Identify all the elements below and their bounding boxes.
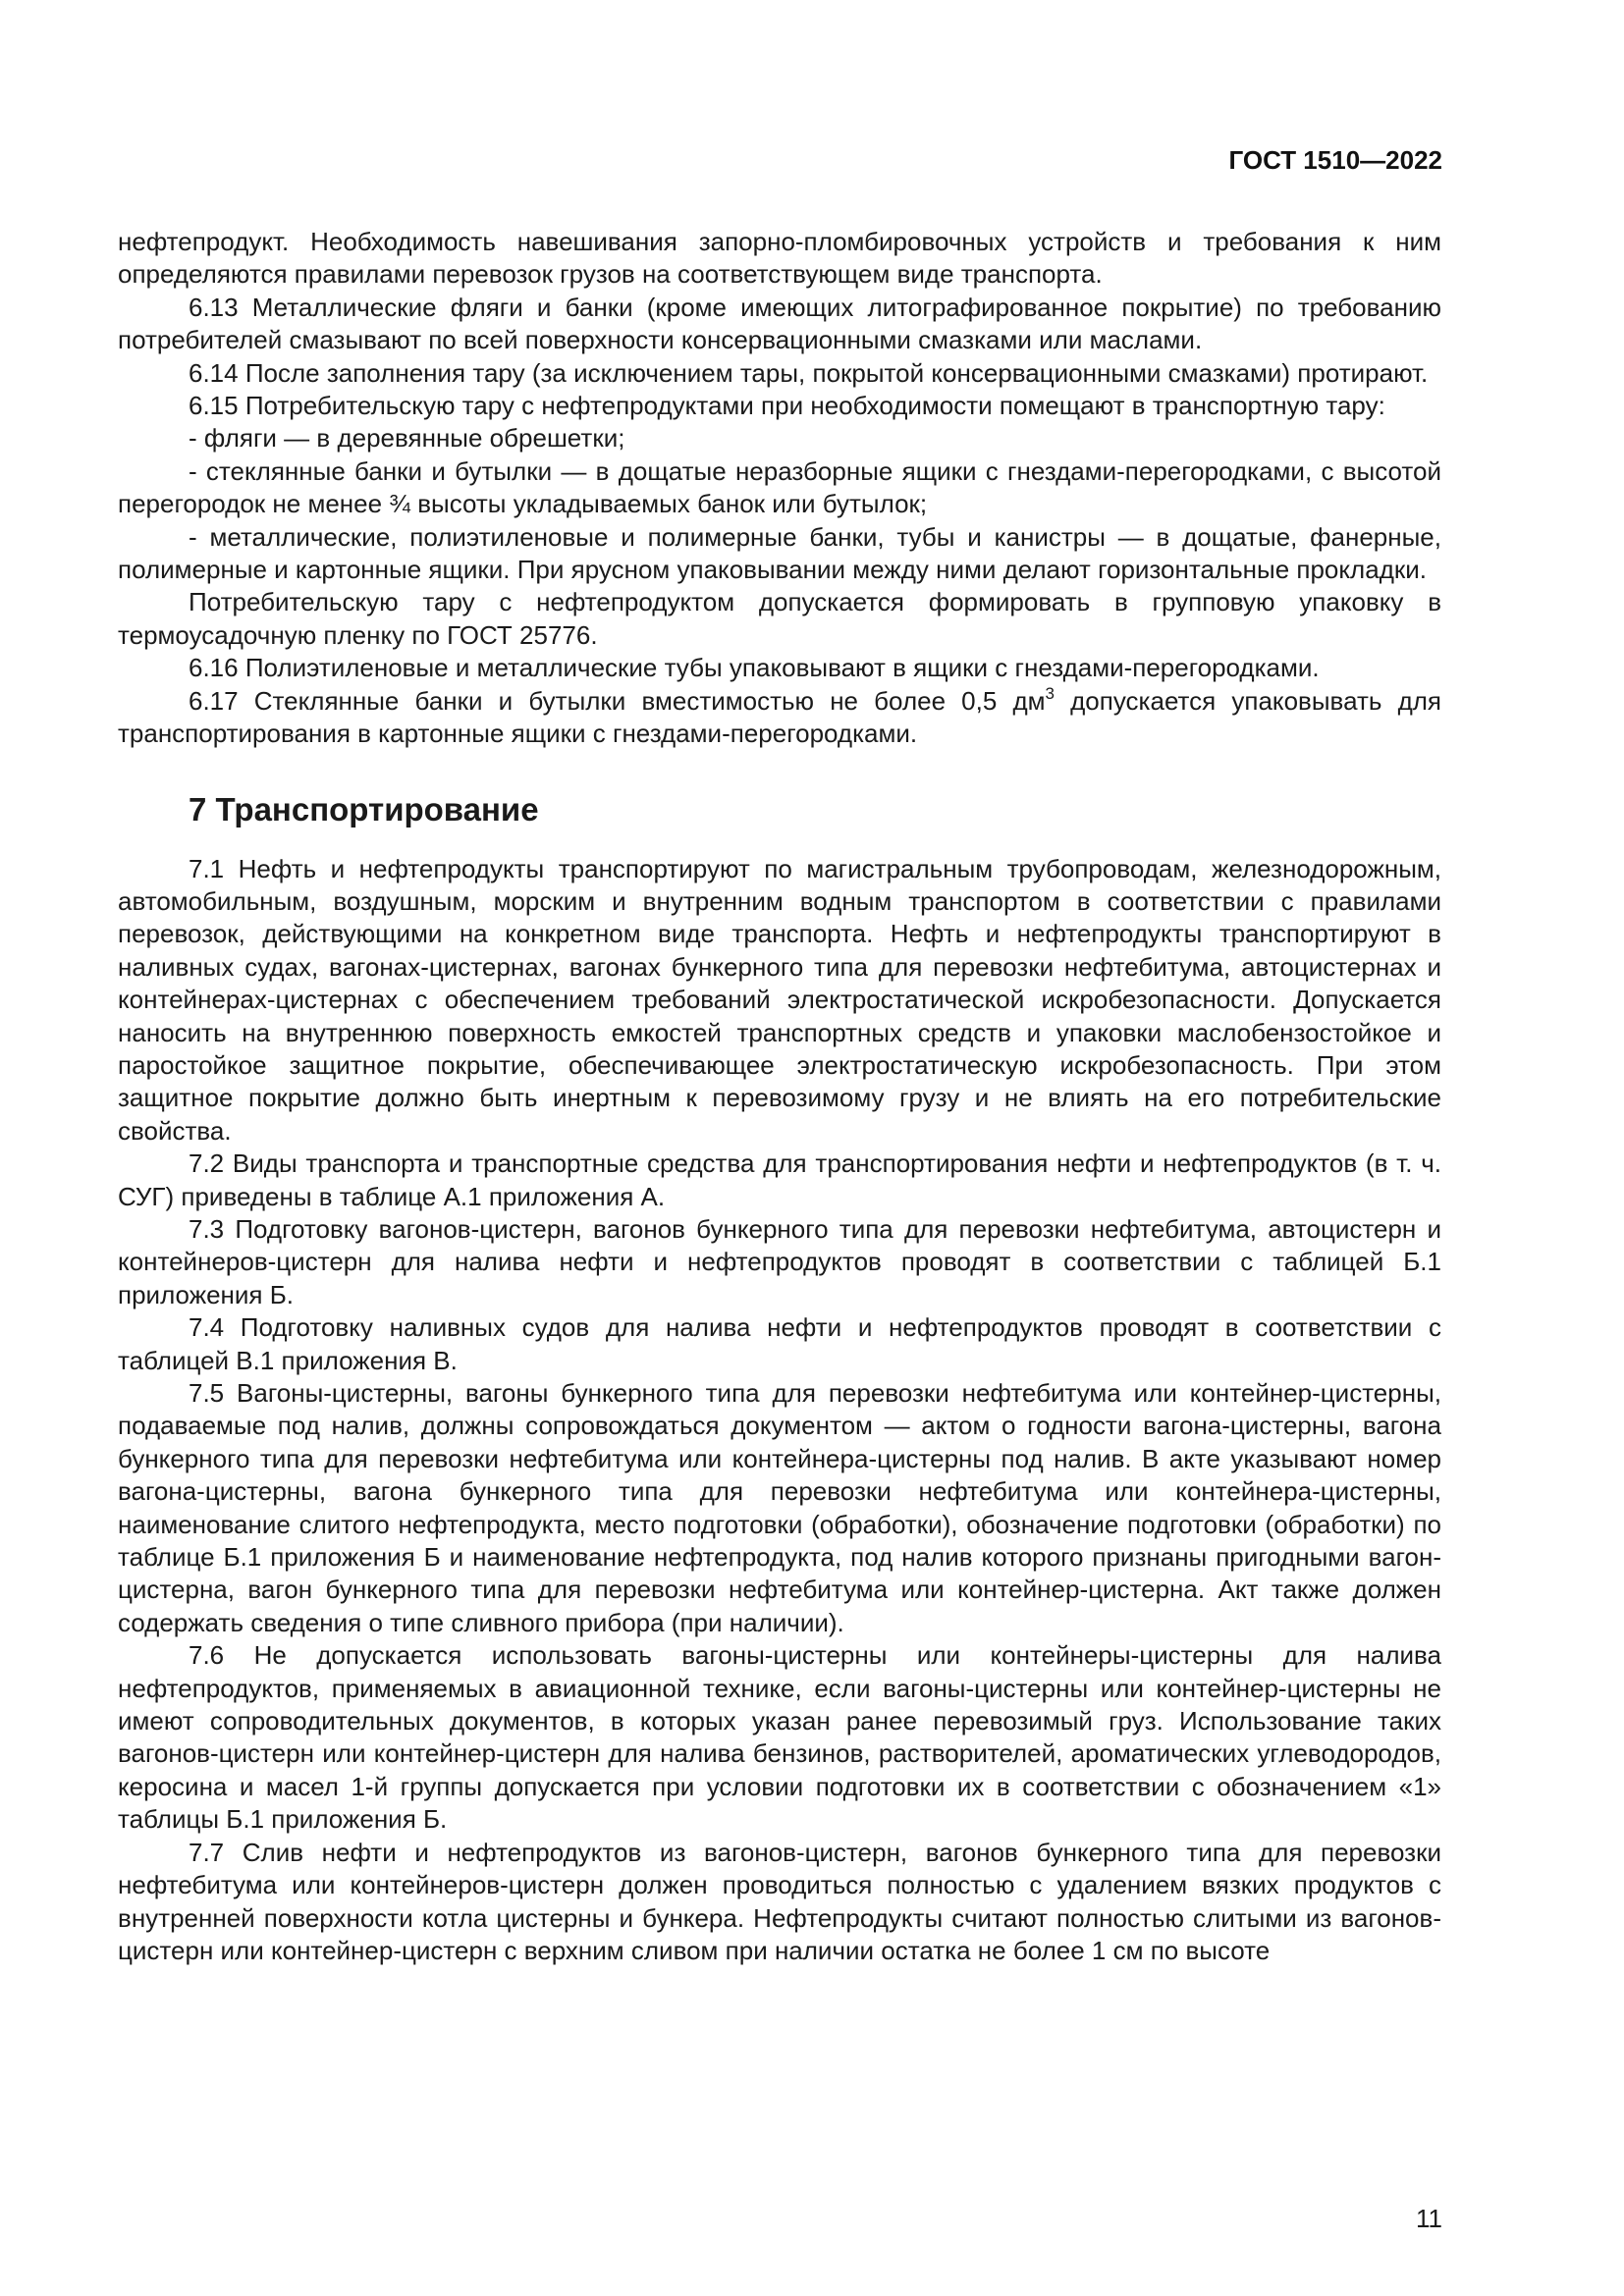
section-7-heading: 7 Транспортирование [189,790,539,828]
list-item-glass-jars: - стеклянные банки и бутылки — в дощатые неразборные ящики с гнездами-перегородками, с высотой перегородок не менее ¾ высоты укладываемых банок или бутылок; [118,455,1441,519]
list-item-metal-cans: - металлические, полиэтиленовые и полимерные банки, тубы и канистры — в дощатые, фанерные, полимерные и картонные ящики. При ярусном упаковывании между ними делают горизонтальные прокладки. [118,521,1441,585]
paragraph-6-17-end: допускается упаковывать для транспортирования в картонные ящики с гнездами-перегородками. [118,685,1441,749]
paragraph-6-17 [118,685,1441,751]
standard-header: ГОСТ 1510—2022 [1228,145,1442,175]
paragraph-7-3: 7.3 Подготовку вагонов-цистерн, вагонов бункерного типа для перевозки нефтебитума, автоцистерн и контейнеров-цистерн для налива нефти и нефтепродуктов проводят в соответствии с таблицей Б.1 приложения Б. [118,1213,1441,1309]
paragraph-7-4: 7.4 Подготовку наливных судов для налива нефти и нефтепродуктов проводят в соответствии с таблицей В.1 приложения В. [118,1312,1441,1375]
document-body [118,226,1441,1967]
paragraph-continuation: нефтепродукт. Необходимость навешивания запорно-пломбировочных устройств и требования к ним определяются правилами перевозок грузов на соответствующем виде транспорта. [118,227,1441,290]
paragraph-6-15: 6.15 Потребительскую тару с нефтепродуктами при необходимости помещают в транспортную тару: [189,391,1385,421]
paragraph-6-16: 6.16 Полиэтиленовые и металлические тубы упаковывают в ящики с гнездами-перегородками. [189,653,1320,683]
paragraph-7-7: 7.7 Слив нефти и нефтепродуктов из вагонов-цистерн, вагонов бункерного типа для перевозки нефтебитума или контейнеров-цистерн должен проводиться полностью с удалением вязких продуктов с внутренней поверхности котла цистерны и бункера. Нефтепродукты считают полностью слитыми из вагонов-цистерн или контейнер-цистерн с верхним сливом при наличии остатка не более 1 см по высоте [118,1837,1441,1965]
page-number: 11 [1416,2204,1442,2233]
paragraph-6-13: 6.13 Металлические фляги и банки (кроме имеющих литографированное покрытие) по требованию потребителей смазывают по всей поверхности консервационными смазками или маслами. [118,292,1441,355]
paragraph-6-17-start: 6.17 Стеклянные банки и бутылки вместимостью не более 0,5 дм [189,685,1046,716]
paragraph-group-packaging: Потребительскую тару с нефтепродуктом допускается формировать в групповую упаковку в термоусадочную пленку по ГОСТ 25776. [118,587,1441,650]
paragraph-6-14: 6.14 После заполнения тару (за исключением тары, покрытой консервационными смазками) протирают. [189,357,1429,388]
paragraph-7-5: 7.5 Вагоны-цистерны, вагоны бункерного типа для перевозки нефтебитума или контейнер-цистерны, подаваемые под налив, должны сопровождаться документом — актом о годности вагона-цистерны, вагона бункерного типа для перевозки нефтебитума или контейнера-цистерны под налив. В акте указывают номер вагона-цистерны, вагона бункерного типа для перевозки нефтебитума или контейнера-цистерны, наименование слитого нефтепродукта, место подготовки (обработки), обозначение подготовки (обработки) по таблице Б.1 приложения Б и наименование нефтепродукта, под налив которого признаны пригодными вагон-цистерна, вагон бункерного типа для перевозки нефтебитума или контейнер-цистерна. Акт также должен содержать сведения о типе сливного прибора (при наличии). [118,1378,1441,1637]
paragraph-7-1: 7.1 Нефть и нефтепродукты транспортируют по магистральным трубопроводам, железнодорожным, автомобильным, воздушным, морским и внутренним водным транспортом в соответствии с правилами перевозок, действующими на конкретном виде транспорта. Нефть и нефтепродукты транспортируют в наливных судах, вагонах-цистернах, вагонах бункерного типа для перевозки нефтебитума, автоцистернах и контейнерах-цистернах с обеспечением требований электростатической искробезопасности. Допускается наносить на внутреннюю поверхность емкостей транспортных средств и упаковки маслобензостойкое и паростойкое защитное покрытие, обеспечивающее электростатическую искробезопасность. При этом защитное покрытие должно быть инертным к перевозимому грузу и не влиять на его потребительские свойства. [118,853,1441,1146]
paragraph-7-2: 7.2 Виды транспорта и транспортные средства для транспортирования нефти и нефтепродуктов (в т. ч. СУГ) приведены в таблице А.1 приложения А. [118,1148,1441,1211]
paragraph-7-6: 7.6 Не допускается использовать вагоны-цистерны или контейнеры-цистерны для налива нефтепродуктов, применяемых в авиационной технике, если вагоны-цистерны или контейнер-цистерны не имеют сопроводительных документов, в которых указан ранее перевозимый груз. Использование таких вагонов-цистерн или контейнер-цистерн для налива бензинов, растворителей, ароматических углеводородов, керосина и масел 1-й группы допускается при условии подготовки их в соответствии с обозначением «1» таблицы Б.1 приложения Б. [118,1640,1441,1835]
superscript-cubed: 3 [1045,683,1055,703]
list-item-flasks: - фляги — в деревянные обрешетки; [189,423,625,454]
